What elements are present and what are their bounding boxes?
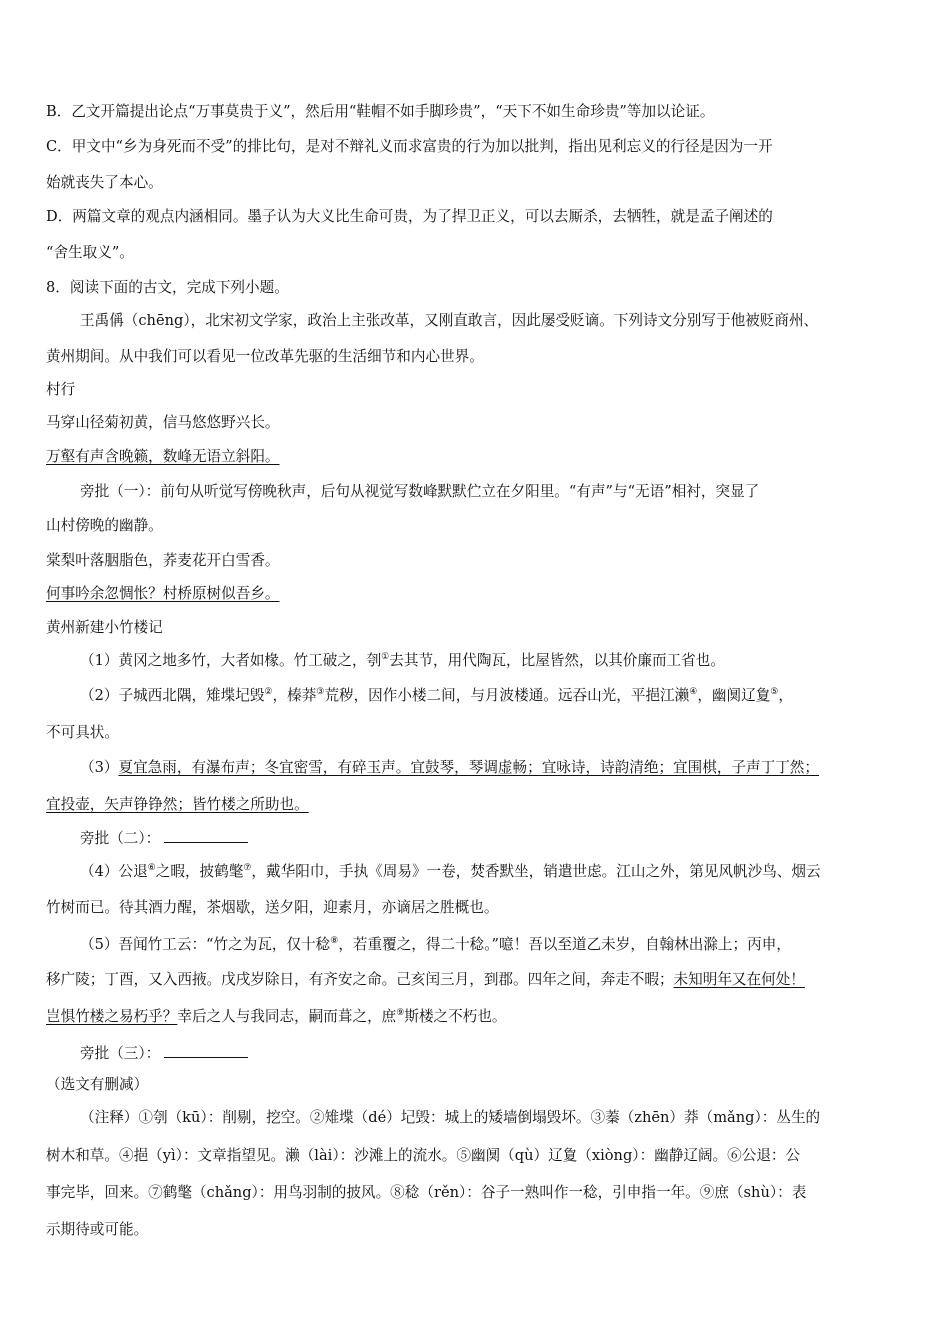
poem-line2-underlined: 万壑有声含晚籁，数峰无语立斜阳。 [46,448,280,465]
annotations-line1: （注释）①刳（kū）：削剔，挖空。②雉堞（dé）圮毁：城上的矮墙倒塌毁坏。③蓁（zhēn）莽（mǎng）：丛生的 [80,1109,821,1126]
option-c-line2: 始就丧失了本心。 [46,174,163,191]
annotations-line2: 树木和草。④挹（yì）：文章指望见。濑（lài）：沙滩上的流水。⑤幽阒（qù）辽夐（xiòng）：幽静辽阔。⑥公退：公 [46,1147,801,1164]
annotations-line4: 示期待或可能。 [46,1221,149,1238]
paragraph-3-underlined-a: 夏宜急雨，有瀑布声；冬宜密雪，有碎玉声。宜鼓琴，琴调虚畅；宜咏诗，诗韵清绝；宜围棋，子声丁丁然； [118,759,819,776]
side-note-1-line2: 山村傍晚的幽静。 [46,517,163,534]
paragraph-4-line1: （4）公退⑥之暇，披鹤氅⑦，戴华阳巾，手执《周易》一卷，焚香默坐，销遣世虑。江山之外，第见风帆沙鸟、烟云 [80,863,821,880]
essay-title: 黄州新建小竹楼记 [46,619,163,636]
poem-title: 村行 [46,381,76,398]
paragraph-2-line2: 不可具状。 [46,724,119,741]
option-d-line1: D．两篇文章的观点内涵相同。墨子认为大义比生命可贵，为了捍卫正义，可以去厮杀，去牺牲，就是孟子阐述的 [46,208,773,225]
poem-line1: 马穿山径菊初黄，信马悠悠野兴长。 [46,414,280,431]
paragraph-1: （1）黄冈之地多竹，大者如椽。竹工破之，刳①去其节，用代陶瓦，比屋皆然，以其价廉而工省也。 [80,652,725,669]
answer-blank-3[interactable] [164,1043,248,1058]
source-note: （选文有删减） [46,1076,149,1093]
annotations-line3: 事完毕，回来。⑦鹤氅（chǎng）：用鸟羽制的披风。⑧稔（rěn）：谷子一熟叫作一稔，引申指一年。⑨庶（shù）：表 [46,1184,807,1201]
side-note-2: 旁批（二）： [80,828,248,849]
option-c-line1: C．甲文中“乡为身死而不受”的排比句，是对不辩礼义而求富贵的行为加以批判，指出见利忘义的行径是因为一开 [46,138,773,155]
paragraph-5-line3: 岂惧竹楼之易朽乎？幸后之人与我同志，嗣而葺之，庶⑨斯楼之不朽也。 [46,1008,507,1025]
paragraph-5-underlined-a: 未知明年又在何处！ [673,971,805,988]
option-d-line2: “舍生取义”。 [46,244,134,261]
paragraph-4-line2: 竹树而已。待其酒力醒，茶烟歇，送夕阳，迎素月，亦谪居之胜概也。 [46,899,499,916]
paragraph-5-underlined-b: 岂惧竹楼之易朽乎？ [46,1008,178,1025]
answer-blank-2[interactable] [164,828,248,843]
option-b: B．乙文开篇提出论点“万事莫贵于义”，然后用“鞋帽不如手脚珍贵”，“天下不如生命珍贵”等加以论证。 [46,103,715,120]
intro-line2: 黄州期间。从中我们可以看见一位改革先驱的生活细节和内心世界。 [46,348,484,365]
poem-line4-underlined: 何事吟余忽惆怅？村桥原树似吾乡。 [46,585,280,602]
question-8-stem: 8．阅读下面的古文，完成下列小题。 [46,279,289,296]
side-note-1-line1: 旁批（一）：前句从听觉写傍晚秋声，后句从视觉写数峰默默伫立在夕阳里。“有声”与“无语”相衬，突显了 [80,483,760,500]
paragraph-3-line1: （3）夏宜急雨，有瀑布声；冬宜密雪，有碎玉声。宜鼓琴，琴调虚畅；宜咏诗，诗韵清绝；宜围棋，子声丁丁然； [80,759,819,776]
paragraph-5-line1: （5）吾闻竹工云：“竹之为瓦，仅十稔⑧，若重覆之，得二十稔。”噫！吾以至道乙未岁，自翰林出滁上；丙申， [80,936,791,953]
intro-line1: 王禹偁（chēng），北宋初文学家，政治上主张改革，又刚直敢言，因此屡受贬谪。下列诗文分别写于他被贬商州、 [80,312,819,329]
paragraph-3-underlined-b: 宜投壶，矢声铮铮然；皆竹楼之所助也。 [46,796,309,813]
poem-line3: 棠梨叶落胭脂色，荞麦花开白雪香。 [46,552,280,569]
paragraph-2-line1: （2）子城西北隅，雉堞圮毁②，榛莽③荒秽，因作小楼二间，与月波楼通。远吞山光，平挹江濑④，幽阒辽夐⑤， [80,687,793,704]
side-note-3: 旁批（三）： [80,1043,248,1064]
paragraph-5-line2: 移广陵；丁酉，又入西掖。戊戌岁除日，有齐安之命。己亥闰三月，到郡。四年之间，奔走不暇；未知明年又在何处！ [46,971,805,988]
